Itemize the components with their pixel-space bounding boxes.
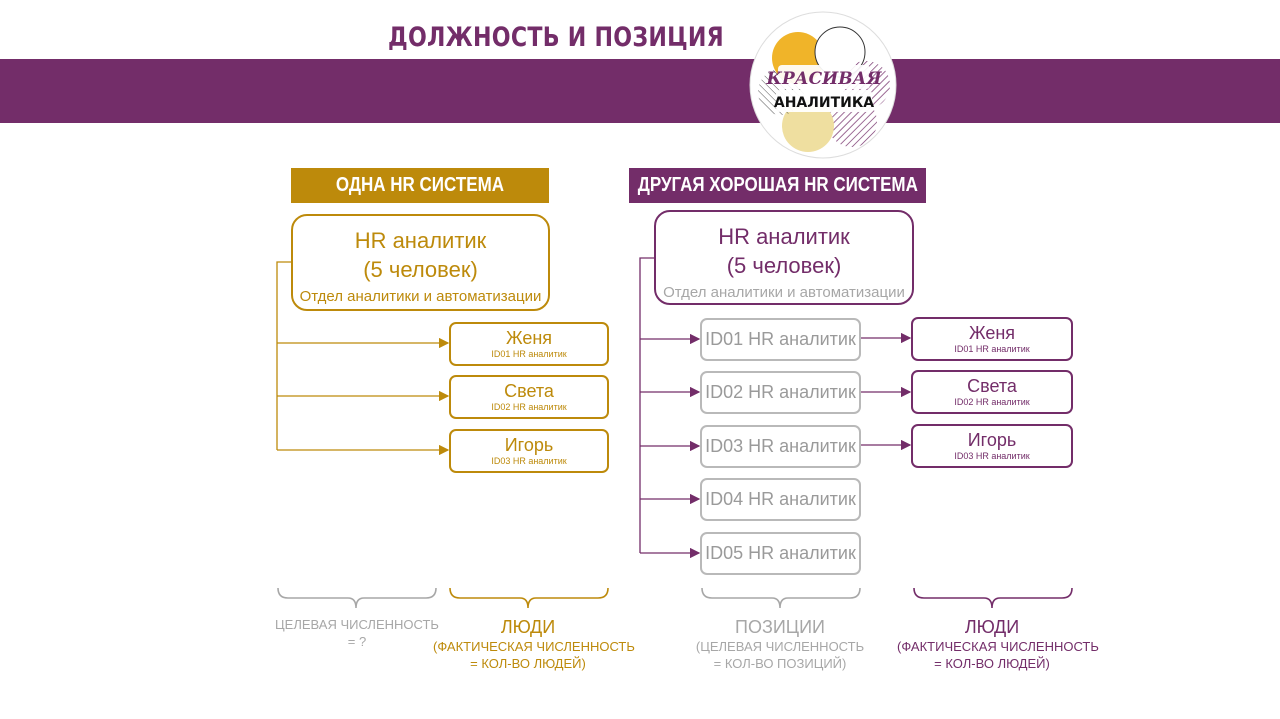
- caption-title: ЛЮДИ: [500, 617, 556, 637]
- right-system-header: ДРУГАЯ ХОРОШАЯ HR СИСТЕМА: [629, 168, 926, 203]
- caption-people-left: [433, 616, 635, 672]
- right-person-box: [911, 424, 1073, 468]
- position-box: ID03 HR аналитик: [700, 425, 861, 468]
- head-count: (5 человек): [363, 257, 478, 282]
- caption-line: (ФАКТИЧЕСКАЯ ЧИСЛЕННОСТЬ: [897, 639, 1099, 654]
- logo-text-2: АНАЛИТИКА: [773, 95, 875, 111]
- right-person-box: [911, 317, 1073, 361]
- caption-line: = КОЛ-ВО ПОЗИЦИЙ): [713, 656, 847, 671]
- caption-people-right: [897, 616, 1099, 672]
- left-head-box: [291, 214, 550, 311]
- caption-title: ПОЗИЦИИ: [735, 617, 825, 637]
- left-person-box: [449, 322, 609, 366]
- caption-line: = ?: [347, 634, 367, 649]
- caption-line: (ФАКТИЧЕСКАЯ ЧИСЛЕННОСТЬ: [433, 639, 635, 654]
- left-system-header: ОДНА HR СИСТЕМА: [291, 168, 549, 203]
- person-name: Игорь: [967, 430, 1017, 450]
- position-box: ID04 HR аналитик: [700, 478, 861, 521]
- person-name: Света: [967, 376, 1017, 396]
- caption-target-count: [262, 616, 452, 650]
- head-title: HR аналитик: [718, 224, 850, 249]
- person-id: ID01 HR аналитик: [954, 344, 1030, 354]
- head-count: (5 человек): [726, 253, 842, 278]
- left-person-box: [449, 429, 609, 473]
- right-person-box: [911, 370, 1073, 414]
- caption-title: ЛЮДИ: [964, 617, 1020, 637]
- person-name: Женя: [505, 328, 553, 348]
- caption-line: ЦЕЛЕВАЯ ЧИСЛЕННОСТЬ: [275, 617, 439, 632]
- person-name: Игорь: [504, 435, 554, 455]
- caption-line: = КОЛ-ВО ЛЮДЕЙ): [934, 656, 1050, 671]
- person-id: ID03 HR аналитик: [491, 456, 567, 466]
- right-head-box: [654, 210, 914, 305]
- head-title: HR аналитик: [354, 228, 487, 253]
- head-dept: Отдел аналитики и автоматизации: [299, 288, 542, 305]
- person-id: ID01 HR аналитик: [491, 349, 567, 359]
- person-id: ID02 HR аналитик: [491, 402, 567, 412]
- person-id: ID02 HR аналитик: [954, 397, 1030, 407]
- page-title: ДОЛЖНОСТЬ И ПОЗИЦИЯ: [388, 22, 724, 53]
- person-name: Женя: [968, 323, 1016, 343]
- position-box: ID02 HR аналитик: [700, 371, 861, 414]
- head-dept: Отдел аналитики и автоматизации: [663, 284, 905, 301]
- caption-positions: [685, 616, 875, 672]
- position-box: ID05 HR аналитик: [700, 532, 861, 575]
- left-person-box: [449, 375, 609, 419]
- person-id: ID03 HR аналитик: [954, 451, 1030, 461]
- caption-line: = КОЛ-ВО ЛЮДЕЙ): [470, 656, 586, 671]
- caption-line: (ЦЕЛЕВАЯ ЧИСЛЕННОСТЬ: [695, 639, 865, 654]
- logo-text-1: КРАСИВАЯ: [766, 69, 882, 89]
- position-box: ID01 HR аналитик: [700, 318, 861, 361]
- person-name: Света: [504, 381, 554, 401]
